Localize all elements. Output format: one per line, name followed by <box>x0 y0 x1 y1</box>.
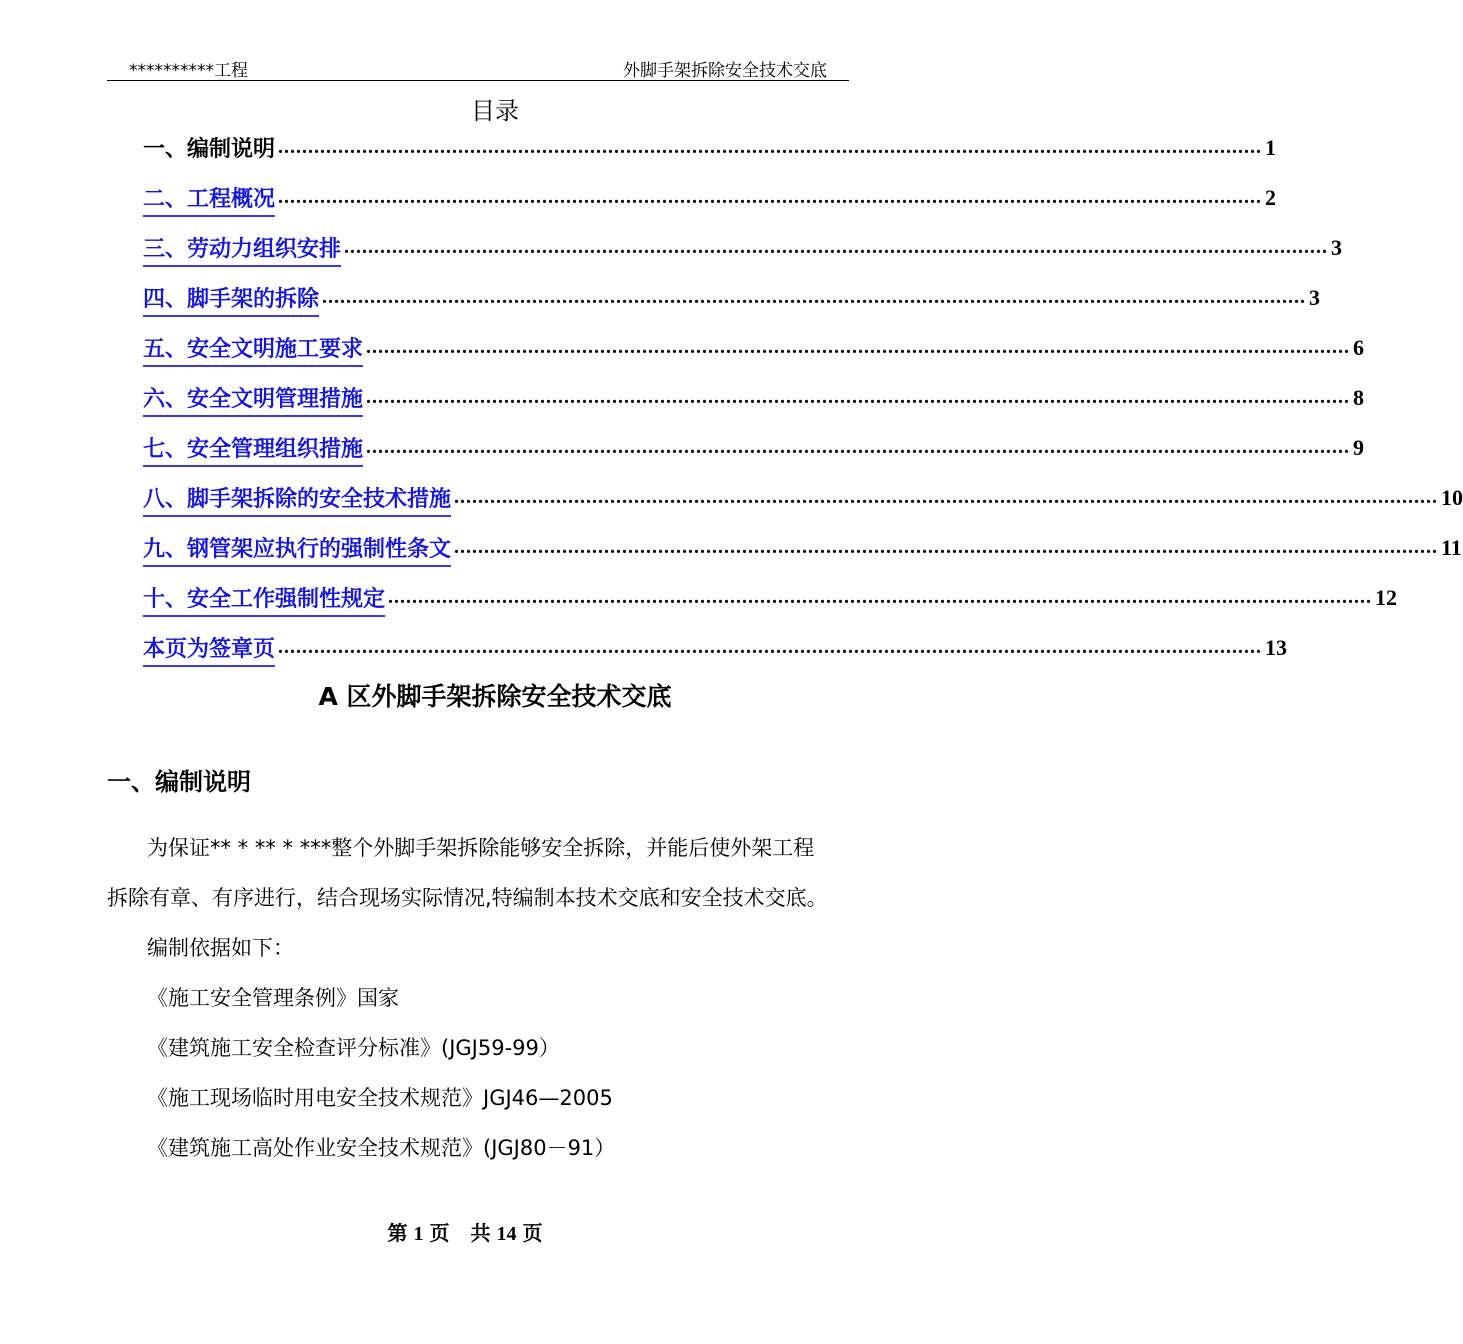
toc-entry[interactable] <box>143 333 1365 367</box>
toc-entry[interactable] <box>143 483 1463 517</box>
toc-entry-page: 8 <box>1353 385 1365 410</box>
toc-entry-page: 6 <box>1353 335 1365 360</box>
toc-leader-dots: .................................................................................................................................................................... <box>388 586 1373 608</box>
toc-leader-dots: .................................................................................................................................................................... <box>454 536 1439 558</box>
toc-entry-page: 3 <box>1309 285 1321 310</box>
toc-entry[interactable] <box>143 533 1462 567</box>
toc-leader-dots: .................................................................................................................................................................... <box>278 136 1263 158</box>
footer-page-number: 1 <box>413 1223 424 1245</box>
toc-entry[interactable] <box>143 383 1365 417</box>
header-project-name: **********工程 <box>129 61 248 81</box>
toc-leader-dots: .................................................................................................................................................................... <box>322 286 1307 308</box>
toc-heading: 目录 <box>471 97 519 125</box>
toc-entry[interactable] <box>143 133 1277 167</box>
basis-item: 《建筑施工高处作业安全技术规范》(JGJ80－91） <box>147 1136 616 1160</box>
toc-entry-title[interactable]: 十、安全工作强制性规定 <box>143 582 385 617</box>
toc-leader-dots: .................................................................................................................................................................... <box>366 386 1351 408</box>
toc-entry-title[interactable]: 一、编制说明 <box>143 137 276 162</box>
toc-entry-page: 11 <box>1441 535 1462 560</box>
toc-leader-dots: .................................................................................................................................................................... <box>278 186 1263 208</box>
toc-leader-dots: .................................................................................................................................................................... <box>344 236 1329 258</box>
toc-entry[interactable] <box>143 183 1277 217</box>
toc-entry-title[interactable]: 三、劳动力组织安排 <box>143 232 341 267</box>
toc-leader-dots: .................................................................................................................................................................... <box>366 336 1351 358</box>
footer-total-pages: 14 <box>496 1223 517 1245</box>
section-heading: 一、编制说明 <box>107 768 251 796</box>
toc-leader-dots: .................................................................................................................................................................... <box>366 436 1351 458</box>
toc-entry-page: 12 <box>1375 585 1398 610</box>
toc-entry-title[interactable]: 四、脚手架的拆除 <box>143 282 319 317</box>
toc-entry[interactable] <box>143 283 1321 317</box>
toc-leader-dots: .................................................................................................................................................................... <box>278 636 1263 658</box>
basis-item: 《施工现场临时用电安全技术规范》JGJ46—2005 <box>147 1086 613 1110</box>
toc-entry-title[interactable]: 六、安全文明管理措施 <box>143 382 363 417</box>
toc-entry[interactable] <box>143 233 1343 267</box>
toc-entry-page: 10 <box>1441 485 1463 510</box>
page-header <box>107 52 849 81</box>
toc-entry[interactable] <box>143 433 1365 467</box>
basis-item: 《施工安全管理条例》国家 <box>147 986 399 1010</box>
document-title: A 区外脚手架拆除安全技术交底 <box>318 682 672 711</box>
toc-entry[interactable] <box>143 633 1288 667</box>
toc-entry-title[interactable]: 七、安全管理组织措施 <box>143 432 363 467</box>
footer-total-unit: 页 <box>522 1223 543 1245</box>
toc-entry-title[interactable]: 九、钢管架应执行的强制性条文 <box>143 532 451 567</box>
toc-entry-title[interactable]: 二、工程概况 <box>143 182 275 217</box>
footer-total-prefix: 共 <box>470 1223 491 1245</box>
page-footer <box>0 1217 930 1246</box>
paragraph-line: 为保证** * ** * ***整个外脚手架拆除能够安全拆除，并能后使外架工程 <box>147 836 815 860</box>
basis-intro: 编制依据如下： <box>147 936 294 960</box>
toc-entry-title[interactable]: 八、脚手架拆除的安全技术措施 <box>143 482 451 517</box>
footer-page-prefix: 第 <box>387 1223 408 1245</box>
toc-entry-page: 3 <box>1331 235 1343 260</box>
paragraph-line: 拆除有章、有序进行，结合现场实际情况,特编制本技术交底和安全技术交底。 <box>107 886 828 910</box>
toc-leader-dots: .................................................................................................................................................................... <box>454 486 1439 508</box>
basis-item: 《建筑施工安全检查评分标准》(JGJ59-99） <box>147 1036 560 1060</box>
toc-entry-page: 2 <box>1265 185 1277 210</box>
footer-page-unit: 页 <box>429 1223 450 1245</box>
header-document-title: 外脚手架拆除安全技术交底 <box>623 61 827 81</box>
toc-entry-title[interactable]: 五、安全文明施工要求 <box>143 332 363 367</box>
toc-entry-page: 13 <box>1265 635 1288 660</box>
toc-entry-page: 9 <box>1353 435 1365 460</box>
toc-entry-page: 1 <box>1265 135 1277 160</box>
toc-entry-title[interactable]: 本页为签章页 <box>143 632 275 667</box>
toc-entry[interactable] <box>143 583 1398 617</box>
